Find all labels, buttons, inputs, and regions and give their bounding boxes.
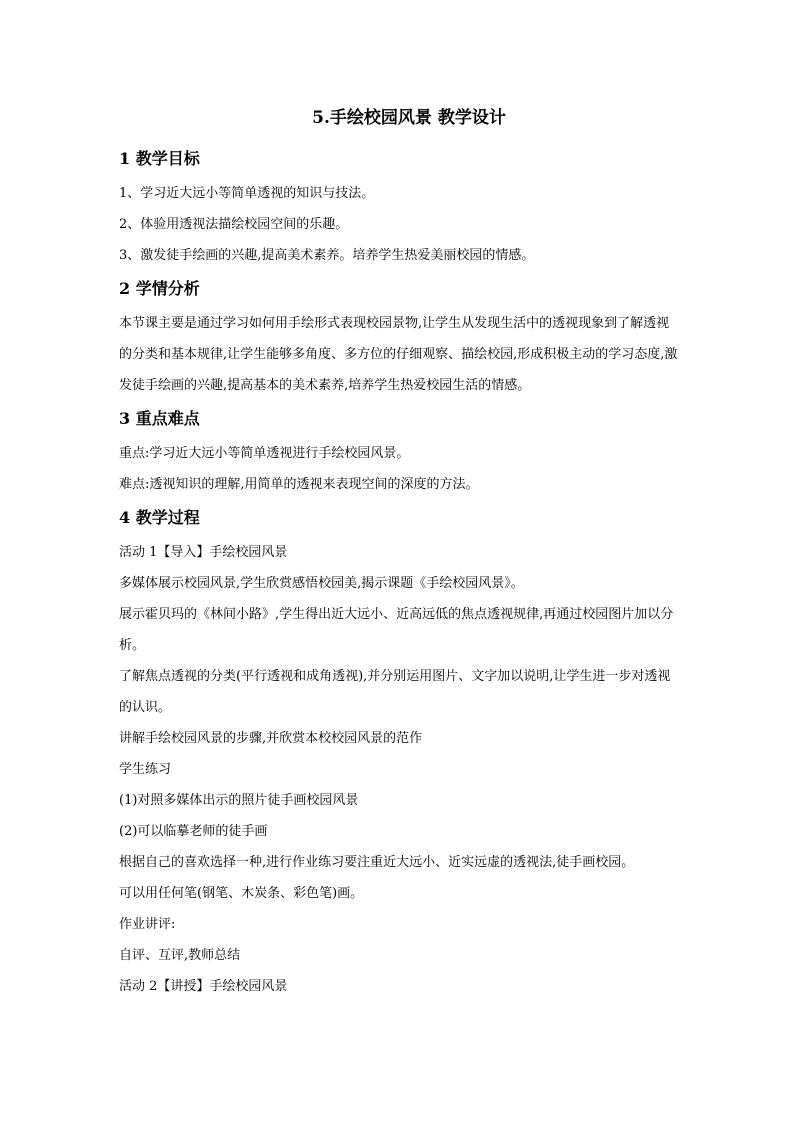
process-item-8: (2)可以临摹老师的徒手画 (119, 824, 268, 839)
goal-item-1: 1、学习近大远小等简单透视的知识与技法。 (119, 186, 375, 201)
keypoint-item-1: 重点:学习近大远小等简单透视进行手绘校园风景。 (119, 446, 410, 461)
goal-item-2: 2、体验用透视法描绘校园空间的乐趣。 (119, 217, 349, 232)
section-heading-analysis: 2 学情分析 (119, 279, 200, 298)
process-item-6: 学生练习 (119, 762, 172, 777)
process-item-9: 根据自己的喜欢选择一种,进行作业练习要注重近大远小、近实远虚的透视法,徒手画校园。 (119, 855, 635, 870)
process-item-7: (1)对照多媒体出示的照片徒手画校园风景 (119, 793, 359, 808)
process-item-2: 多媒体展示校园风景,学生欣赏感悟校园美,揭示课题《手绘校园风景》。 (119, 576, 524, 591)
analysis-paragraph: 本节课主要是通过学习如何用手绘形式表现校园景物,让学生从发现生活中的透视现象到了解透视的分类和基本规律,让学生能够多角度、多方位的仔细观察、描绘校园,形成积极主动的学习态度,激发徒手绘画的兴趣,提高基本的美术素养,培养学生热爱校园生活的情感。 (119, 316, 678, 393)
section-heading-keypoints: 3 重点难点 (119, 409, 200, 428)
process-item-12: 自评、互评,教师总结 (119, 948, 241, 963)
process-item-4: 了解焦点透视的分类(平行透视和成角透视),并分别运用图片、文字加以说明,让学生进一步对透视的认识。 (119, 669, 671, 715)
document-title: 5.手绘校园风景 教学设计 (312, 108, 506, 128)
document-content (119, 104, 679, 1002)
process-item-5: 讲解手绘校园风景的步骤,并欣赏本校校园风景的范作 (119, 731, 423, 746)
process-item-13: 活动 2【讲授】手绘校园风景 (119, 979, 288, 994)
goal-item-3: 3、激发徒手绘画的兴趣,提高美术素养。培养学生热爱美丽校园的情感。 (119, 248, 535, 263)
process-item-11: 作业讲评: (119, 917, 176, 932)
section-heading-goals: 1 教学目标 (119, 149, 200, 168)
process-item-10: 可以用任何笔(钢笔、木炭条、彩色笔)画。 (119, 886, 364, 901)
process-item-1: 活动 1【导入】手绘校园风景 (119, 545, 288, 560)
process-item-3: 展示霍贝玛的《林间小路》,学生得出近大远小、近高远低的焦点透视规律,再通过校园图片加以分析。 (119, 607, 674, 653)
keypoint-item-2: 难点:透视知识的理解,用简单的透视来表现空间的深度的方法。 (119, 477, 479, 492)
section-heading-process: 4 教学过程 (119, 508, 200, 527)
